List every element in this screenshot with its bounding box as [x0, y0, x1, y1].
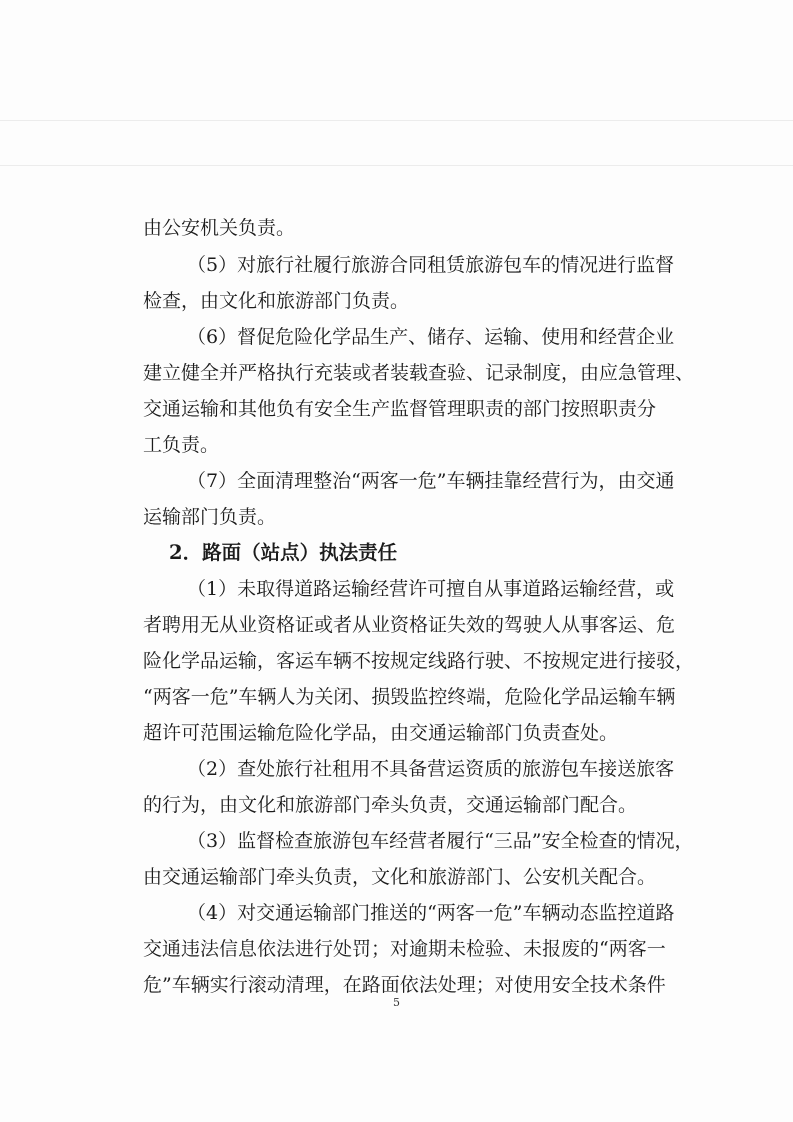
paragraph-line: （1）未取得道路运输经营许可擅自从事道路运输经营，或 — [187, 578, 675, 600]
paragraph-line: 运输部门负责。 — [143, 506, 277, 528]
paragraph-line: 检查，由文化和旅游部门负责。 — [143, 290, 410, 312]
paragraph-line: 交通违法信息依法进行处罚；对逾期未检验、未报废的“两客一 — [143, 938, 666, 960]
paragraph-line: （3）监督检查旅游包车经营者履行“三品”安全检查的情况， — [187, 830, 694, 852]
paragraph-line: 险化学品运输，客运车辆不按规定线路行驶、不按规定进行接驳， — [143, 650, 695, 672]
section-heading: 2．路面（站点）执法责任 — [169, 541, 398, 564]
scan-artifact-line — [0, 165, 793, 166]
paragraph-line: 建立健全并严格执行充装或者装载查验、记录制度，由应急管理、 — [143, 362, 695, 384]
paragraph-line: 交通运输和其他负有安全生产监督管理职责的部门按照职责分 — [143, 398, 657, 420]
paragraph-line: （4）对交通运输部门推送的“两客一危”车辆动态监控道路 — [187, 902, 675, 924]
paragraph-line: “两客一危”车辆人为关闭、损毁监控终端，危险化学品运输车辆 — [143, 686, 676, 708]
paragraph-line: （5）对旅行社履行旅游合同租赁旅游包车的情况进行监督 — [187, 254, 675, 276]
paragraph-line: 危”车辆实行滚动清理，在路面依法处理；对使用安全技术条件 — [143, 974, 666, 996]
paragraph-line: （6）督促危险化学品生产、储存、运输、使用和经营企业 — [187, 326, 675, 348]
paragraph-line: 者聘用无从业资格证或者从业资格证失效的驾驶人从事客运、危 — [143, 614, 676, 636]
scan-artifact-line — [0, 120, 793, 121]
paragraph-line: （7）全面清理整治“两客一危”车辆挂靠经营行为，由交通 — [187, 470, 675, 492]
paragraph-line: 由交通运输部门牵头负责，文化和旅游部门、公安机关配合。 — [143, 866, 657, 888]
paragraph-line: 的行为，由文化和旅游部门牵头负责，交通运输部门配合。 — [143, 794, 638, 816]
page-number: 5 — [393, 996, 400, 1009]
paragraph-line: 超许可范围运输危险化学品，由交通运输部门负责查处。 — [143, 722, 619, 744]
paragraph-line: 由公安机关负责。 — [143, 217, 296, 239]
paragraph-line: （2）查处旅行社租用不具备营运资质的旅游包车接送旅客 — [187, 758, 675, 780]
paragraph-line: 工负责。 — [143, 434, 220, 456]
